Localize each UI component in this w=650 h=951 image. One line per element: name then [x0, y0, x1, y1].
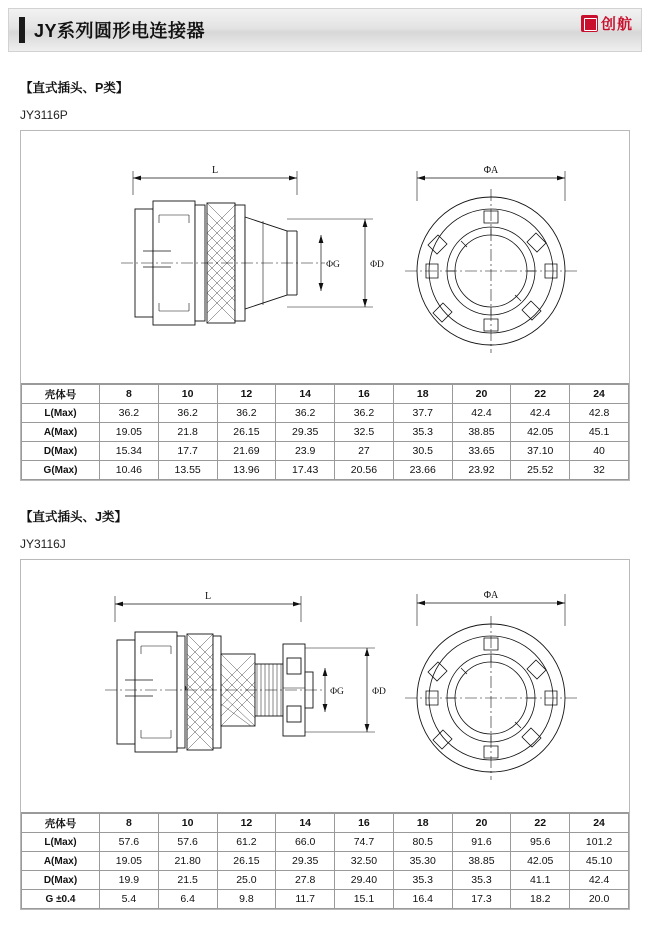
table-cell: 25.0: [217, 871, 276, 890]
table-cell: 27: [335, 442, 394, 461]
table-cell: 17.7: [158, 442, 217, 461]
table-cell: 13.96: [217, 461, 276, 480]
section-label: 【直式插头、P类】: [20, 81, 129, 95]
table-cell: 35.3: [452, 871, 511, 890]
table-cell: 80.5: [393, 833, 452, 852]
table-cell: 9.8: [217, 890, 276, 909]
table-row: [22, 871, 629, 890]
table-cell: 25.52: [511, 461, 570, 480]
table-cell: A(Max): [22, 852, 100, 871]
section-code: JY3116P: [20, 108, 68, 122]
table-cell: 37.7: [393, 404, 452, 423]
dim-label-phiA: ΦA: [483, 165, 499, 176]
table-cell: 12: [217, 814, 276, 833]
table-cell: 18.2: [511, 890, 570, 909]
table-cell: A(Max): [22, 423, 100, 442]
table-cell: 32.50: [335, 852, 394, 871]
table-cell: 36.2: [217, 404, 276, 423]
table-cell: 12: [217, 385, 276, 404]
table-cell: 57.6: [158, 833, 217, 852]
table-cell: 95.6: [511, 833, 570, 852]
table-row: [22, 852, 629, 871]
table-cell: 16.4: [393, 890, 452, 909]
table-cell: 101.2: [570, 833, 629, 852]
table-cell: 6.4: [158, 890, 217, 909]
table-cell: 74.7: [335, 833, 394, 852]
table-cell: 14: [276, 814, 335, 833]
table-cell: G(Max): [22, 461, 100, 480]
table-cell: 42.4: [452, 404, 511, 423]
table-cell: 42.05: [511, 852, 570, 871]
table-cell: 45.1: [570, 423, 629, 442]
table-cell: 42.4: [570, 871, 629, 890]
page-title: JY系列圆形电连接器: [34, 21, 206, 41]
table-cell: 壳体号: [22, 385, 100, 404]
table-cell: 41.1: [511, 871, 570, 890]
section-straight-plug-j: [8, 507, 642, 910]
table-cell: 22: [511, 814, 570, 833]
table-cell: 32: [570, 461, 629, 480]
table-cell: 20.56: [335, 461, 394, 480]
technical-drawing-p: [21, 131, 629, 383]
table-cell: 11.7: [276, 890, 335, 909]
table-cell: D(Max): [22, 871, 100, 890]
dim-label-phiD: ΦD: [372, 687, 386, 697]
table-cell: 33.65: [452, 442, 511, 461]
table-cell: D(Max): [22, 442, 100, 461]
table-cell: 32.5: [335, 423, 394, 442]
drawing-panel-j: [20, 559, 630, 910]
table-cell: 35.3: [393, 423, 452, 442]
table-cell: 36.2: [100, 404, 159, 423]
table-cell: 16: [335, 814, 394, 833]
table-cell: 42.8: [570, 404, 629, 423]
table-cell: 8: [100, 385, 159, 404]
spec-table-wrap-j: [21, 812, 629, 909]
table-cell: 24: [570, 385, 629, 404]
brand-logo-text: 创航: [600, 16, 633, 33]
table-cell: 45.10: [570, 852, 629, 871]
table-cell: 91.6: [452, 833, 511, 852]
table-cell: 18: [393, 814, 452, 833]
table-row-header: [22, 814, 629, 833]
table-cell: 27.8: [276, 871, 335, 890]
table-cell: 35.3: [393, 871, 452, 890]
table-cell: 16: [335, 385, 394, 404]
table-cell: 10.46: [100, 461, 159, 480]
table-cell: 23.92: [452, 461, 511, 480]
section-label: 【直式插头、J类】: [20, 510, 127, 524]
table-cell: 13.55: [158, 461, 217, 480]
table-cell: 19.9: [100, 871, 159, 890]
table-cell: 19.05: [100, 852, 159, 871]
section-code: JY3116J: [20, 537, 66, 551]
table-cell: 66.0: [276, 833, 335, 852]
header-accent-bar: [19, 17, 25, 43]
table-cell: 61.2: [217, 833, 276, 852]
spec-table-p: [21, 384, 629, 480]
drawing-panel-p: [20, 130, 630, 481]
dim-label-phiG: ΦG: [326, 260, 340, 270]
table-cell: 26.15: [217, 423, 276, 442]
table-cell: 42.05: [511, 423, 570, 442]
table-cell: 20.0: [570, 890, 629, 909]
table-cell: 42.4: [511, 404, 570, 423]
drawing-area-p: [21, 131, 629, 383]
table-cell: 40: [570, 442, 629, 461]
dim-label-L: L: [211, 165, 219, 176]
table-cell: 30.5: [393, 442, 452, 461]
table-row: [22, 890, 629, 909]
table-cell: 36.2: [335, 404, 394, 423]
table-row: [22, 833, 629, 852]
dim-label-phiD: ΦD: [370, 260, 384, 270]
table-row: [22, 442, 629, 461]
table-cell: 29.40: [335, 871, 394, 890]
table-cell: 23.66: [393, 461, 452, 480]
table-cell: 14: [276, 385, 335, 404]
table-cell: 24: [570, 814, 629, 833]
table-cell: 19.05: [100, 423, 159, 442]
table-cell: 38.85: [452, 852, 511, 871]
table-cell: 10: [158, 385, 217, 404]
spec-table-wrap-p: [21, 383, 629, 480]
spec-table-j: [21, 813, 629, 909]
table-cell: 21.69: [217, 442, 276, 461]
table-cell: 21.5: [158, 871, 217, 890]
table-cell: 18: [393, 385, 452, 404]
table-cell: 17.3: [452, 890, 511, 909]
table-cell: 23.9: [276, 442, 335, 461]
table-cell: 8: [100, 814, 159, 833]
dim-label-L: L: [204, 591, 212, 602]
table-cell: 29.35: [276, 423, 335, 442]
table-cell: 20: [452, 814, 511, 833]
table-cell: 10: [158, 814, 217, 833]
table-cell: 36.2: [158, 404, 217, 423]
table-cell: 26.15: [217, 852, 276, 871]
table-cell: L(Max): [22, 833, 100, 852]
table-cell: 36.2: [276, 404, 335, 423]
table-cell: 15.1: [335, 890, 394, 909]
table-cell: 15.34: [100, 442, 159, 461]
brand-logo: [581, 13, 633, 34]
dim-label-phiA: ΦA: [483, 590, 499, 601]
table-cell: 5.4: [100, 890, 159, 909]
table-cell: 29.35: [276, 852, 335, 871]
table-cell: 壳体号: [22, 814, 100, 833]
table-cell: L(Max): [22, 404, 100, 423]
red-square-logo-icon: [581, 15, 598, 32]
table-cell: 21.8: [158, 423, 217, 442]
table-cell: G ±0.4: [22, 890, 100, 909]
page-header: [8, 8, 642, 52]
section-straight-plug-p: [8, 78, 642, 481]
table-cell: 37.10: [511, 442, 570, 461]
table-row: [22, 404, 629, 423]
table-cell: 21.80: [158, 852, 217, 871]
table-row: [22, 423, 629, 442]
table-cell: 22: [511, 385, 570, 404]
technical-drawing-j: [21, 560, 629, 812]
table-cell: 57.6: [100, 833, 159, 852]
table-cell: 17.43: [276, 461, 335, 480]
table-cell: 35.30: [393, 852, 452, 871]
table-cell: 20: [452, 385, 511, 404]
table-cell: 38.85: [452, 423, 511, 442]
drawing-area-j: [21, 560, 629, 812]
table-row-header: [22, 385, 629, 404]
dim-label-phiG: ΦG: [330, 687, 344, 697]
table-row: [22, 461, 629, 480]
